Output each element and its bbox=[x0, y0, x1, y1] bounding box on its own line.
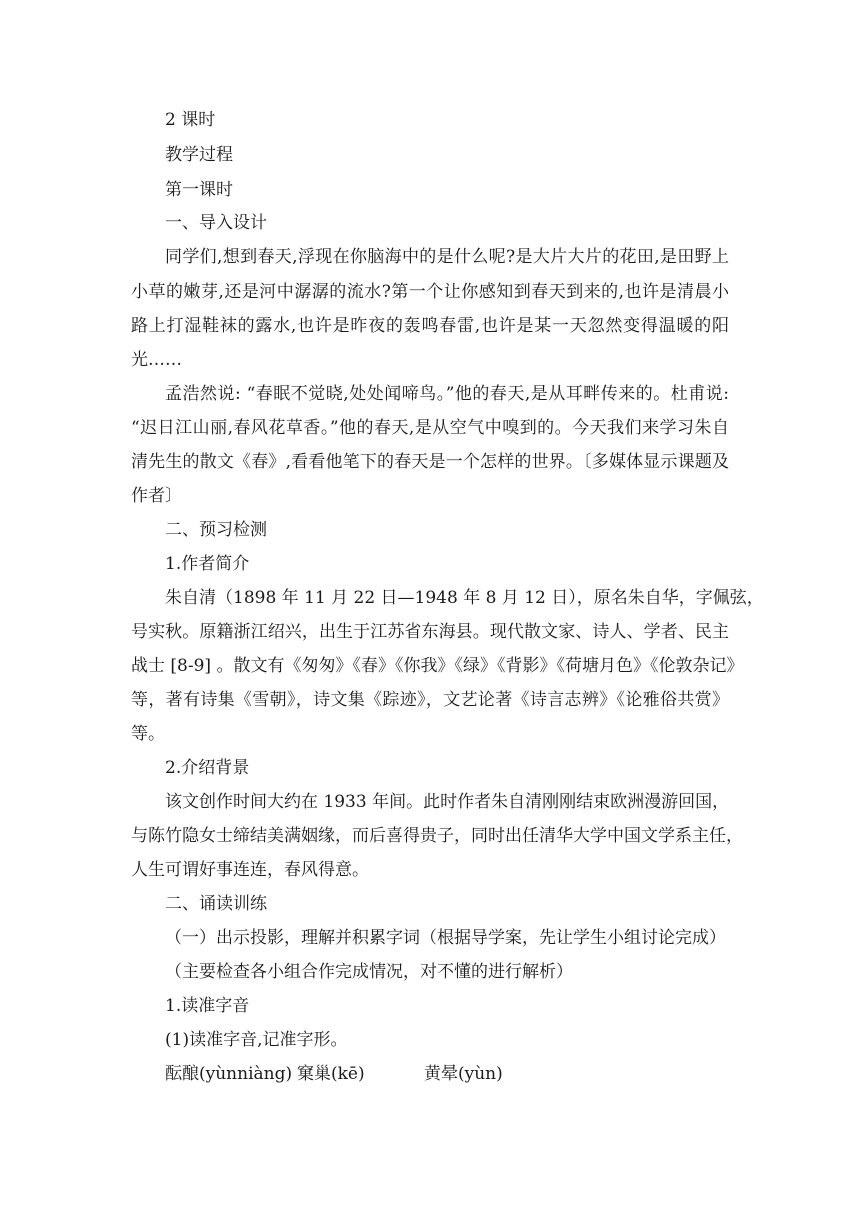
paragraph-line: 号实秋。原籍浙江绍兴，出生于江苏省东海县。现代散文家、诗人、学者、民主 bbox=[131, 622, 729, 642]
pinyin-row bbox=[0, 1064, 860, 1084]
instruction-line: (1)读准字音,记准字形。 bbox=[165, 1030, 348, 1050]
paragraph-line: 与陈竹隐女士缔结美满姻缘，而后喜得贵子，同时出任清华大学中国文学系主任， bbox=[131, 826, 743, 846]
subheading-pronunciation: 1.读准字音 bbox=[165, 996, 250, 1016]
section-heading-preview-check: 二、预习检测 bbox=[165, 520, 267, 540]
section-heading-intro-design: 一、导入设计 bbox=[165, 213, 267, 233]
paragraph-line: 光…… bbox=[131, 350, 182, 370]
paragraph-line: 朱自清（1898 年 11 月 22 日—1948 年 8 月 12 日），原名朱自华，字佩弦， bbox=[165, 588, 764, 608]
paragraph-line: “迟日江山丽,春风花草香。”他的春天,是从空气中嗅到的。今天我们来学习朱自 bbox=[131, 418, 729, 438]
pinyin-entry: 窠巢(kē) bbox=[297, 1064, 365, 1084]
instruction-line: （一）出示投影，理解并积累字词（根据导学案，先让学生小组讨论完成） bbox=[165, 928, 726, 948]
class-hours: 2 课时 bbox=[165, 110, 216, 130]
pinyin-entry: 酝酿(yùnniàng) bbox=[165, 1064, 293, 1084]
section-heading-teaching-process: 教学过程 bbox=[165, 145, 233, 165]
paragraph-line: 同学们,想到春天,浮现在你脑海中的是什么呢?是大片大片的花田,是田野上 bbox=[165, 247, 729, 267]
paragraph-line: 小草的嫩芽,还是河中潺潺的流水?第一个让你感知到春天到来的,也许是清晨小 bbox=[131, 282, 729, 302]
paragraph-line: 战士 [8-9] 。散文有《匆匆》《春》《你我》《绿》《背影》《荷塘月色》《伦敦杂记》 bbox=[131, 656, 744, 676]
paragraph-line: 该文创作时间大约在 1933 年间。此时作者朱自清刚刚结束欧洲漫游回国， bbox=[165, 792, 730, 812]
paragraph-line: 路上打湿鞋袜的露水,也许是昨夜的轰鸣春雷,也许是某一天忽然变得温暖的阳 bbox=[131, 316, 729, 336]
paragraph-line: 清先生的散文《春》,看看他笔下的春天是一个怎样的世界。〔多媒体显示课题及 bbox=[131, 452, 729, 472]
pinyin-entry: 黄晕(yùn) bbox=[424, 1064, 503, 1084]
paragraph-line: 等。 bbox=[131, 724, 165, 744]
subheading-author-intro: 1.作者简介 bbox=[165, 554, 250, 574]
subheading-background: 2.介绍背景 bbox=[165, 758, 250, 778]
section-heading-first-lesson: 第一课时 bbox=[165, 180, 233, 200]
paragraph-line: 等，著有诗集《雪朝》，诗文集《踪迹》，文艺论著《诗言志辨》《论雅俗共赏》 bbox=[131, 690, 729, 710]
paragraph-line: 作者〕 bbox=[131, 486, 182, 506]
paragraph-line: 人生可谓好事连连，春风得意。 bbox=[131, 860, 369, 880]
instruction-line: （主要检查各小组合作完成情况，对不懂的进行解析） bbox=[165, 962, 573, 982]
section-heading-reading-training: 二、诵读训练 bbox=[165, 894, 267, 914]
paragraph-line: 孟浩然说: “春眠不觉晓,处处闻啼鸟。”他的春天,是从耳畔传来的。杜甫说: bbox=[165, 384, 729, 404]
